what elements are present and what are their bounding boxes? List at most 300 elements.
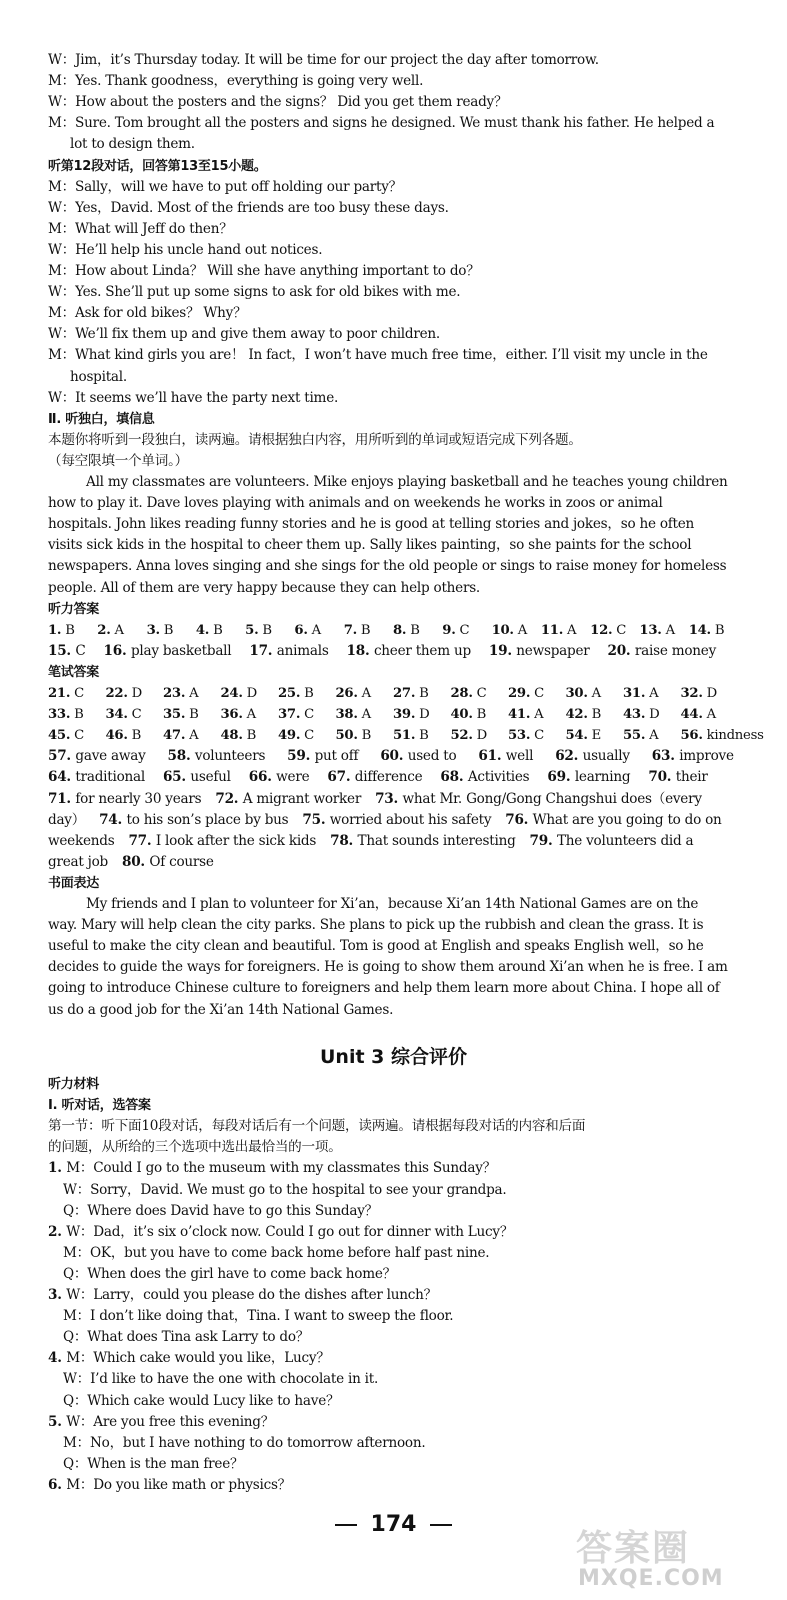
answer-number: 25. — [278, 686, 301, 701]
question-number: 1. — [48, 1160, 67, 1177]
answer-value: C — [70, 728, 84, 744]
answer-item — [48, 620, 75, 641]
answer-item — [393, 725, 429, 746]
answer-item — [393, 683, 429, 704]
answer-number: 36. — [220, 707, 243, 723]
answer-number: 21. — [48, 686, 71, 701]
answer-item — [147, 620, 174, 641]
written-sentences-row — [0, 789, 787, 810]
answer-value: A — [563, 622, 577, 638]
unit3-dialogue-line: Q：When does the girl have to come back home？ — [63, 1265, 396, 1282]
answer-value: B — [242, 728, 257, 744]
answer-value: Of course — [149, 853, 214, 870]
answer-item — [393, 704, 429, 725]
answer-item — [555, 748, 630, 764]
answer-item — [278, 704, 314, 725]
answer-number: 31. — [623, 686, 646, 701]
answer-value: D — [242, 686, 257, 701]
answer-value: C — [300, 728, 314, 744]
unit3-dialogue-line — [0, 1158, 787, 1179]
answer-value: What are you going to do on — [532, 811, 722, 828]
answer-item — [48, 704, 84, 725]
answer-item — [106, 704, 142, 725]
answer-value: D — [415, 707, 430, 723]
answer-item — [442, 620, 469, 641]
watermark-logo — [570, 1518, 780, 1596]
written-answers-row — [0, 746, 787, 767]
answer-number: 37. — [278, 707, 301, 723]
answer-value: B — [61, 622, 75, 638]
answer-item — [541, 620, 576, 641]
unit3-dialogue-line: Q：What does Tina ask Larry to do？ — [63, 1329, 310, 1346]
answer-value: usually — [582, 748, 630, 765]
answer-value: kindness — [702, 728, 764, 744]
dialogue-line: W：We’ll fix them up and give them away to poor children. — [48, 326, 440, 343]
answer-item — [106, 725, 142, 746]
answer-item — [106, 683, 142, 704]
instruction-line: 本题你将听到一段独白，读两遍。请根据独白内容，用所听到的单词或短语完成下列各题。 — [48, 431, 582, 448]
answer-number: 13. — [639, 622, 662, 638]
answer-value: B — [159, 622, 174, 638]
unit3-dialogue-line: M：OK，but you have to come back home before half past nine. — [63, 1244, 490, 1261]
answer-value: cheer them up — [373, 642, 471, 659]
answer-number: 63. — [651, 748, 680, 765]
dialogue-line: lot to design them. — [70, 136, 195, 153]
answer-value: C — [70, 686, 84, 701]
answer-number: 65. — [162, 769, 191, 786]
answer-number: 32. — [680, 686, 703, 701]
answer-value: put off — [314, 748, 359, 765]
answer-value: newspaper — [516, 642, 590, 659]
answer-item — [508, 704, 543, 725]
listening-answers-row — [0, 641, 787, 662]
answer-number: 23. — [163, 686, 186, 701]
essay-line: us do a good job for the Xi’an 14th National Games. — [48, 1001, 394, 1018]
dialogue-text: W：Dad，it’s six o’clock now. Could I go out for dinner with Lucy？ — [66, 1223, 514, 1240]
answer-item — [375, 791, 702, 807]
unit3-dialogue-line — [0, 1222, 787, 1243]
unit3-dialogue-line: W：I’d like to have the one with chocolate in it. — [63, 1371, 379, 1388]
answer-item — [566, 725, 602, 746]
answer-item — [196, 620, 223, 641]
answer-value: A — [307, 622, 321, 638]
answer-value: weekends — [48, 832, 115, 849]
dialogue-line: M：Ask for old bikes？ Why？ — [48, 305, 247, 322]
answer-item — [48, 833, 114, 849]
dialogue-line: M：How about Linda？ Will she have anything important to do？ — [48, 263, 480, 279]
answer-item — [122, 854, 214, 870]
dash-left — [335, 1524, 357, 1526]
answer-number: 9. — [442, 622, 456, 638]
answer-value: B — [258, 622, 272, 638]
part-title: Ⅱ. 听独白，填信息 — [48, 411, 155, 427]
answer-value: A — [357, 686, 371, 701]
dialogue-line: W：Yes，David. Most of the friends are too busy these days. — [48, 199, 449, 216]
dialogue-text: W：Larry，could you please do the dishes after lunch？ — [66, 1287, 438, 1303]
answer-value: their — [675, 769, 708, 786]
answer-item — [327, 769, 422, 785]
answer-value: gave away — [75, 748, 146, 765]
section-heading: 听力材料 — [48, 1077, 100, 1092]
answer-number: 71. — [48, 790, 76, 807]
monologue-line: hospitals. John likes reading funny stories and he is good at telling stories and jokes，so he often — [48, 516, 695, 533]
answer-item — [97, 620, 124, 641]
answer-item — [508, 683, 544, 704]
answer-value: That sounds interesting — [357, 832, 516, 849]
answer-item — [344, 620, 371, 641]
answer-value: B — [415, 728, 429, 744]
answer-item — [48, 812, 85, 828]
answer-value: D — [127, 686, 142, 701]
answer-item — [48, 725, 84, 746]
answer-number: 20. — [607, 642, 635, 659]
answer-number: 55. — [623, 728, 646, 744]
answer-value: learning — [574, 769, 631, 786]
instruction-line: （每空限填一个单词。） — [48, 452, 188, 469]
answer-value: Activities — [467, 769, 530, 786]
unit3-dialogue-line: M：No，but I have nothing to do tomorrow afternoon. — [63, 1434, 426, 1451]
dialogue-line: W：He’ll help his uncle hand out notices. — [48, 241, 323, 258]
answer-value: volunteers — [194, 748, 266, 765]
answer-item — [508, 725, 544, 746]
answer-value: B — [710, 622, 725, 638]
answer-item — [451, 704, 487, 725]
answer-item — [478, 748, 533, 764]
written-answers-row — [0, 683, 787, 704]
answer-number: 18. — [346, 642, 374, 659]
written-sentences-row — [0, 810, 787, 831]
answer-value: useful — [190, 769, 231, 786]
answer-number: 28. — [450, 686, 473, 701]
answer-item — [99, 812, 288, 828]
answer-value: D — [472, 728, 487, 744]
answer-item — [163, 704, 199, 725]
answer-item — [336, 683, 371, 704]
answer-value: B — [415, 686, 429, 701]
answer-number: 42. — [565, 707, 588, 723]
answer-value: C — [300, 707, 314, 723]
answer-value: C — [472, 686, 487, 701]
dialogue-line: W：Yes. She’ll put up some signs to ask for old bikes with me. — [48, 284, 461, 301]
answer-item — [48, 854, 108, 870]
unit-title: Unit 3 综合评价 — [320, 1046, 467, 1068]
section-heading: 笔试答案 — [48, 664, 100, 680]
answer-number: 10. — [491, 622, 514, 638]
dialogue-line: M：Sally，will we have to put off holding our party？ — [48, 178, 402, 195]
answer-item — [168, 748, 266, 764]
answer-number: 57. — [48, 748, 76, 765]
unit3-dialogue-line: Q：Where does David have to go this Sunday？ — [63, 1202, 378, 1219]
dialogue-line: W：How about the posters and the signs？ Did you get them ready？ — [48, 94, 508, 111]
answer-number: 69. — [547, 769, 575, 786]
answer-item — [492, 620, 527, 641]
answer-item — [451, 683, 487, 704]
answer-number: 43. — [623, 707, 646, 723]
answer-number: 38. — [335, 707, 358, 723]
answer-value: C — [612, 622, 627, 638]
answer-value: D — [645, 707, 660, 723]
unit3-dialogue-line: Q：Which cake would Lucy like to have？ — [63, 1392, 340, 1409]
answer-number: 16. — [103, 642, 131, 659]
answer-number: 80. — [121, 853, 150, 870]
answer-number: 49. — [278, 728, 301, 744]
answer-number: 53. — [508, 728, 531, 744]
answer-value: B — [209, 622, 223, 638]
answer-number: 40. — [450, 707, 473, 723]
answer-value: used to — [407, 748, 457, 765]
monologue-line: newspapers. Anna loves singing and she sings for the old people or sings to raise money for homeless — [48, 558, 727, 575]
listening-answers-row — [0, 620, 787, 641]
answer-value: worried about his safety — [329, 811, 492, 828]
dialogue-line: W：It seems we’ll have the party next time. — [48, 389, 339, 406]
answer-item — [451, 725, 487, 746]
answer-number: 8. — [393, 622, 407, 638]
answer-value: B — [406, 622, 420, 638]
question-number: 4. — [48, 1350, 67, 1367]
answer-number: 39. — [393, 707, 416, 723]
answer-item — [128, 833, 316, 849]
answer-value: B — [70, 707, 84, 723]
monologue-line: people. All of them are very happy because they can help others. — [48, 579, 480, 596]
answer-item — [215, 791, 361, 807]
written-sentences-row — [0, 852, 787, 873]
answer-item — [48, 643, 86, 659]
answer-item — [104, 643, 232, 659]
answer-value: animals — [276, 642, 329, 659]
answer-number: 24. — [220, 686, 243, 701]
answer-number: 54. — [565, 728, 588, 744]
answer-value: C — [455, 622, 470, 638]
answer-item — [163, 769, 231, 785]
dialogue-line: W：Jim，it’s Thursday today. It will be time for our project the day after tomorrow. — [48, 52, 599, 68]
answer-value: B — [300, 686, 314, 701]
answer-item — [278, 683, 314, 704]
answer-value: C — [530, 728, 544, 744]
dialogue-line: M：Sure. Tom brought all the posters and signs he designed. We must thank his father. He helped a — [48, 115, 715, 132]
answer-item — [245, 620, 272, 641]
unit3-dialogue-line: Q：When is the man free？ — [63, 1455, 244, 1472]
answer-item — [380, 748, 456, 764]
monologue-line: visits sick kids in the hospital to cheer them up. Sally likes painting，so she paints for the school — [48, 537, 692, 554]
answer-item — [623, 683, 658, 704]
answer-number: 30. — [565, 686, 588, 701]
answer-value: C — [127, 707, 142, 723]
dialogue-line: M：What kind girls you are！ In fact，I won’t have much free time，either. I’ll visit my uncle in the — [48, 347, 708, 364]
answer-number: 35. — [163, 707, 186, 723]
answer-value: E — [587, 728, 602, 744]
answer-value: B — [357, 728, 372, 744]
written-answers-row — [0, 767, 787, 788]
answer-value: B — [185, 707, 199, 723]
answer-value: difference — [354, 769, 423, 786]
answer-item — [652, 748, 734, 764]
answer-number: 67. — [327, 769, 355, 786]
dialogue-text: W：Are you free this evening？ — [66, 1413, 275, 1430]
essay-line: decides to guide the ways for foreigners. He is going to show them around Xi’an when he is free. I am — [48, 959, 728, 976]
answer-item — [221, 725, 257, 746]
answer-item — [221, 683, 257, 704]
answer-item — [249, 643, 328, 659]
answer-item — [590, 620, 626, 641]
instruction-line: 第一节：听下面10段对话，每段对话后有一个问题，读两遍。请根据每段对话的内容和后面 — [48, 1118, 586, 1135]
part-title: Ⅰ. 听对话，选答案 — [48, 1098, 151, 1114]
answer-number: 22. — [105, 686, 128, 701]
essay-line: going to introduce Chinese culture to foreigners and help them learn more about China. I hope all of — [48, 980, 720, 997]
written-sentences-row — [0, 831, 787, 852]
dash-right — [430, 1524, 452, 1526]
answer-value: A — [185, 728, 199, 744]
answer-number: 26. — [335, 686, 358, 701]
answer-number: 72. — [215, 790, 243, 807]
answer-value: A — [661, 622, 675, 638]
answer-item — [547, 769, 630, 785]
answer-value: what Mr. Gong/Gong Changshui does（every — [402, 790, 702, 807]
answer-number: 33. — [48, 707, 71, 723]
answer-item — [505, 812, 721, 828]
answer-value: B — [587, 707, 602, 723]
essay-line: My friends and I plan to volunteer for Xi’an，because Xi’an 14th National Games are on the — [86, 896, 699, 912]
answer-number: 6. — [294, 622, 308, 638]
answer-number: 47. — [163, 728, 186, 744]
answer-value: A — [645, 686, 659, 701]
answer-item — [249, 769, 310, 785]
answer-number: 52. — [450, 728, 473, 744]
answer-item — [623, 725, 658, 746]
answer-item — [221, 704, 256, 725]
answer-number: 64. — [48, 769, 76, 786]
answer-value: to his son’s place by bus — [126, 811, 289, 828]
unit3-dialogue-line — [0, 1475, 787, 1496]
answer-value: A — [185, 686, 199, 701]
answer-item — [347, 643, 471, 659]
answer-item — [648, 769, 707, 785]
answer-number: 7. — [343, 622, 357, 638]
section-heading: 书面表达 — [48, 875, 100, 891]
unit3-dialogue-line — [0, 1285, 787, 1306]
answer-value: A — [513, 622, 527, 638]
answer-number: 74. — [99, 811, 127, 828]
answer-number: 59. — [287, 748, 315, 765]
answer-value: The volunteers did a — [556, 832, 694, 849]
answer-value: C — [75, 642, 86, 659]
answer-item — [294, 620, 321, 641]
answer-item — [48, 791, 201, 807]
answer-number: 45. — [48, 728, 71, 744]
answer-number: 77. — [128, 832, 156, 849]
answer-item — [489, 643, 590, 659]
answer-item — [48, 748, 146, 764]
section-heading: 听力答案 — [48, 601, 100, 617]
answer-value: A — [645, 728, 659, 744]
answer-number: 1. — [48, 622, 62, 638]
answer-number: 66. — [248, 769, 277, 786]
answer-item — [608, 643, 717, 659]
answer-number: 15. — [48, 642, 76, 659]
unit3-dialogue-line: M：I don’t like doing that，Tina. I want to sweep the floor. — [63, 1308, 454, 1325]
answer-number: 58. — [167, 748, 195, 765]
answer-value: B — [356, 622, 371, 638]
answer-value: C — [530, 686, 544, 701]
answer-value: A — [110, 622, 124, 638]
question-number: 5. — [48, 1413, 67, 1430]
answer-item — [163, 725, 198, 746]
dialogue-line: M：What will Jeff do then？ — [48, 220, 233, 237]
answer-number: 75. — [302, 811, 330, 828]
watermark-cn: 答案圈 — [576, 1528, 691, 1569]
unit3-dialogue-line — [0, 1412, 787, 1433]
answer-number: 48. — [220, 728, 243, 744]
answer-number: 34. — [105, 707, 128, 723]
answer-item — [681, 725, 764, 746]
answer-value: A — [530, 707, 544, 723]
answer-item — [530, 833, 694, 849]
answer-number: 61. — [478, 748, 506, 765]
answer-value: D — [702, 686, 717, 701]
answer-item — [48, 769, 145, 785]
dialogue-text: M：Do you like math or physics？ — [66, 1476, 292, 1493]
instruction-line: 的问题，从所给的三个选项中选出最恰当的一项。 — [48, 1139, 342, 1156]
unit3-dialogue-line: W：Sorry，David. We must go to the hospital to see your grandpa. — [63, 1181, 507, 1198]
answer-item — [639, 620, 674, 641]
answer-number: 50. — [335, 728, 358, 744]
answer-value: I look after the sick kids — [155, 832, 317, 849]
answer-value: A — [357, 707, 371, 723]
answer-number: 62. — [555, 748, 583, 765]
answer-number: 5. — [245, 622, 259, 638]
dialogue-text: M：Which cake would you like，Lucy？ — [66, 1350, 330, 1367]
answer-value: A — [702, 707, 716, 723]
answer-number: 2. — [97, 622, 111, 638]
watermark-url: MXQE.COM — [578, 1566, 724, 1591]
answer-value: play basketball — [130, 642, 232, 659]
answer-item — [566, 683, 601, 704]
answer-value: well — [505, 748, 534, 765]
page-number-text: 174 — [370, 1512, 417, 1537]
answer-number: 27. — [393, 686, 416, 701]
answer-number: 12. — [590, 622, 613, 638]
answer-item — [566, 704, 602, 725]
written-answers-row — [0, 704, 787, 725]
answer-value: A — [242, 707, 256, 723]
answer-number: 68. — [440, 769, 468, 786]
answer-item — [689, 620, 725, 641]
monologue-line: how to play it. Dave loves playing with animals and on weekends he works in zoos or animal — [48, 495, 663, 512]
answer-number: 19. — [488, 642, 517, 659]
dialogue-line: M：Yes. Thank goodness，everything is going very well. — [48, 73, 424, 90]
monologue-line: All my classmates are volunteers. Mike enjoys playing basketball and he teaches young children — [86, 474, 728, 490]
essay-line: way. Mary will help clean the city parks. She plans to pick up the rubbish and clean the grass. It is — [48, 917, 704, 934]
answer-number: 41. — [508, 707, 531, 723]
answer-number: 4. — [195, 622, 210, 638]
answer-value: improve — [679, 748, 734, 765]
answer-item — [681, 704, 716, 725]
answer-number: 51. — [393, 728, 416, 744]
answer-number: 11. — [540, 622, 564, 638]
answer-item — [287, 748, 358, 764]
answer-item — [330, 833, 515, 849]
answer-item — [623, 704, 659, 725]
answer-item — [163, 683, 198, 704]
answer-value: B — [472, 707, 487, 723]
answer-item — [278, 725, 314, 746]
answer-number: 79. — [529, 832, 557, 849]
dialogue-text: M：Could I go to the museum with my classmates this Sunday？ — [66, 1160, 496, 1177]
answer-item — [393, 620, 420, 641]
answer-value: day） — [48, 811, 86, 828]
answer-value: A — [587, 686, 601, 701]
unit3-dialogue-line — [0, 1348, 787, 1369]
question-number: 3. — [48, 1287, 67, 1303]
